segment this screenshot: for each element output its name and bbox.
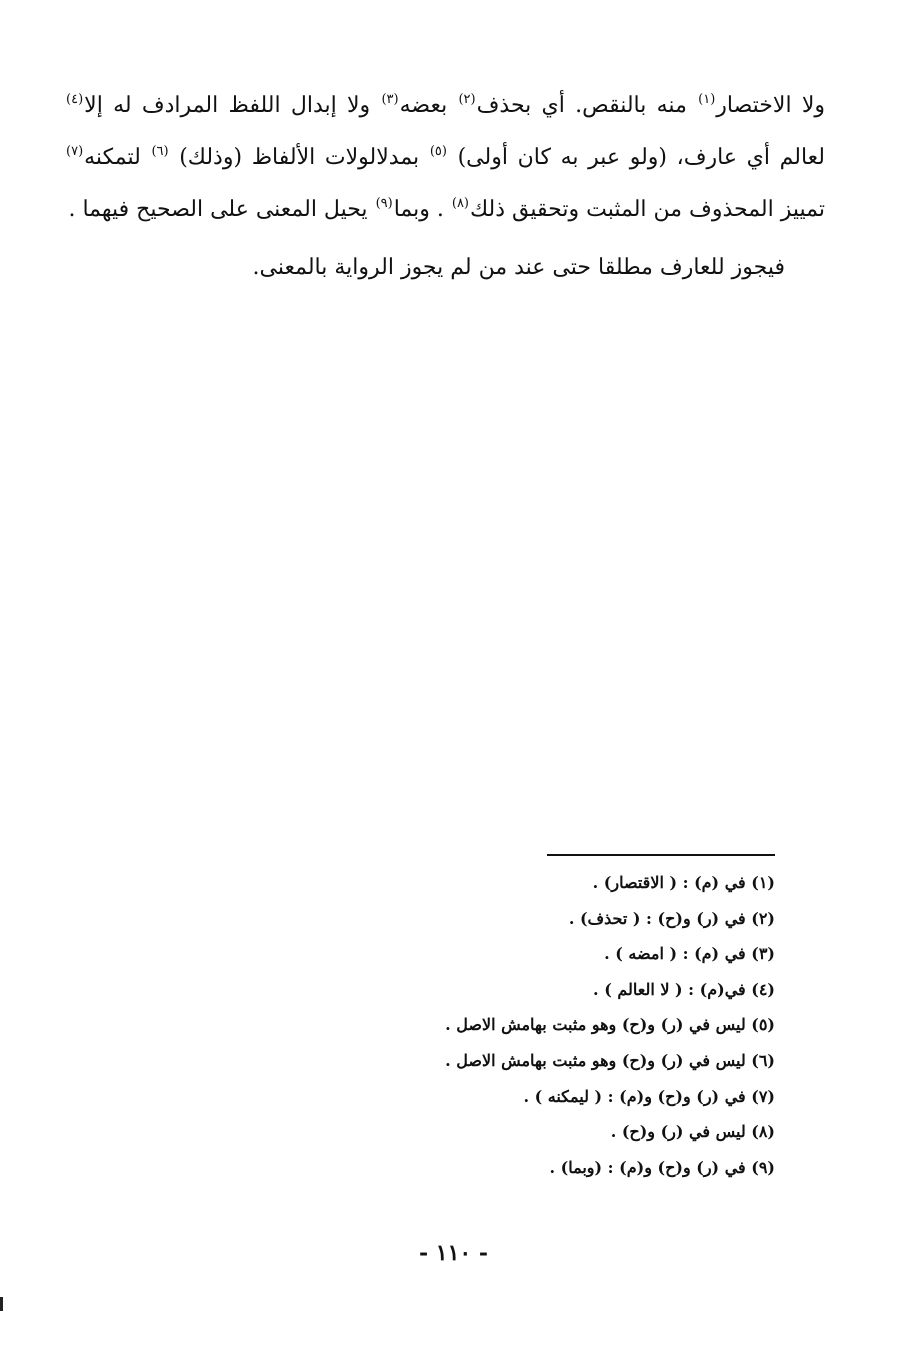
footnote-8: (٨) ليس في (ر) و(ح) . bbox=[610, 1122, 775, 1142]
main-text bbox=[65, 80, 825, 294]
footnote-4: (٤) في(م) : ( لا العالم ) . bbox=[593, 979, 775, 999]
footnote-1: (١) في (م) : ( الاقتصار) . bbox=[592, 873, 775, 892]
scan-edge-mark bbox=[0, 1297, 3, 1311]
text-segment: يحيل المعنى على الصحيح فيهما . bbox=[68, 197, 375, 222]
footnote-ref-2: (٢) bbox=[458, 92, 476, 107]
footnote-ref-1: (١) bbox=[698, 92, 716, 107]
text-segment: بعضه bbox=[399, 93, 458, 118]
text-segment: ولا الاختصار bbox=[716, 93, 826, 118]
text-segment: . وبما bbox=[393, 197, 451, 222]
footnote-ref-7: (٧) bbox=[66, 144, 84, 159]
footnote-5: (٥) ليس في (ر) و(ح) وهو مثبت بهامش الاصل . bbox=[445, 1015, 775, 1035]
footnote-2: (٢) في (ر) و(ح) : ( تحذف) . bbox=[568, 908, 775, 928]
text-segment: لعالم أي عارف، (ولو عبر به كان أولى) bbox=[447, 145, 825, 170]
text-segment: منه بالنقص. أي بحذف bbox=[476, 93, 698, 118]
paragraph-1 bbox=[65, 80, 825, 236]
footnote-7: (٧) في (ر) و(ح) و(م) : ( ليمكنه ) . bbox=[523, 1086, 775, 1106]
text-segment: تمييز المحذوف من المثبت وتحقيق ذلك bbox=[470, 197, 825, 222]
footnote-ref-5: (٥) bbox=[429, 144, 447, 159]
footnote-9: (٩) في (ر) و(ح) و(م) : (وبما) . bbox=[549, 1157, 775, 1177]
footnote-3: (٣) في (م) : ( امضه ) . bbox=[604, 944, 775, 964]
footnote-ref-4: (٤) bbox=[66, 92, 84, 107]
footnote-ref-6: (٦) bbox=[151, 144, 169, 159]
paragraph-2: فيجوز للعارف مطلقا حتى عند من لم يجوز الرواية بالمعنى. bbox=[252, 255, 785, 280]
footnote-ref-9: (٩) bbox=[375, 196, 393, 211]
footnote-ref-8: (٨) bbox=[451, 196, 469, 211]
footnote-6: (٦) ليس في (ر) و(ح) وهو مثبت بهامش الاصل . bbox=[445, 1050, 775, 1070]
text-segment: بمدلالولات الألفاظ (وذلك) bbox=[169, 145, 429, 170]
footnote-ref-3: (٣) bbox=[381, 92, 399, 107]
footnote-separator bbox=[547, 854, 775, 856]
text-segment: لتمكنه bbox=[84, 145, 151, 170]
page-number: - ١١٠ - bbox=[418, 1240, 489, 1266]
text-segment: ولا إبدال اللفظ المرادف له إلا bbox=[84, 93, 381, 118]
footnotes bbox=[175, 865, 775, 1185]
